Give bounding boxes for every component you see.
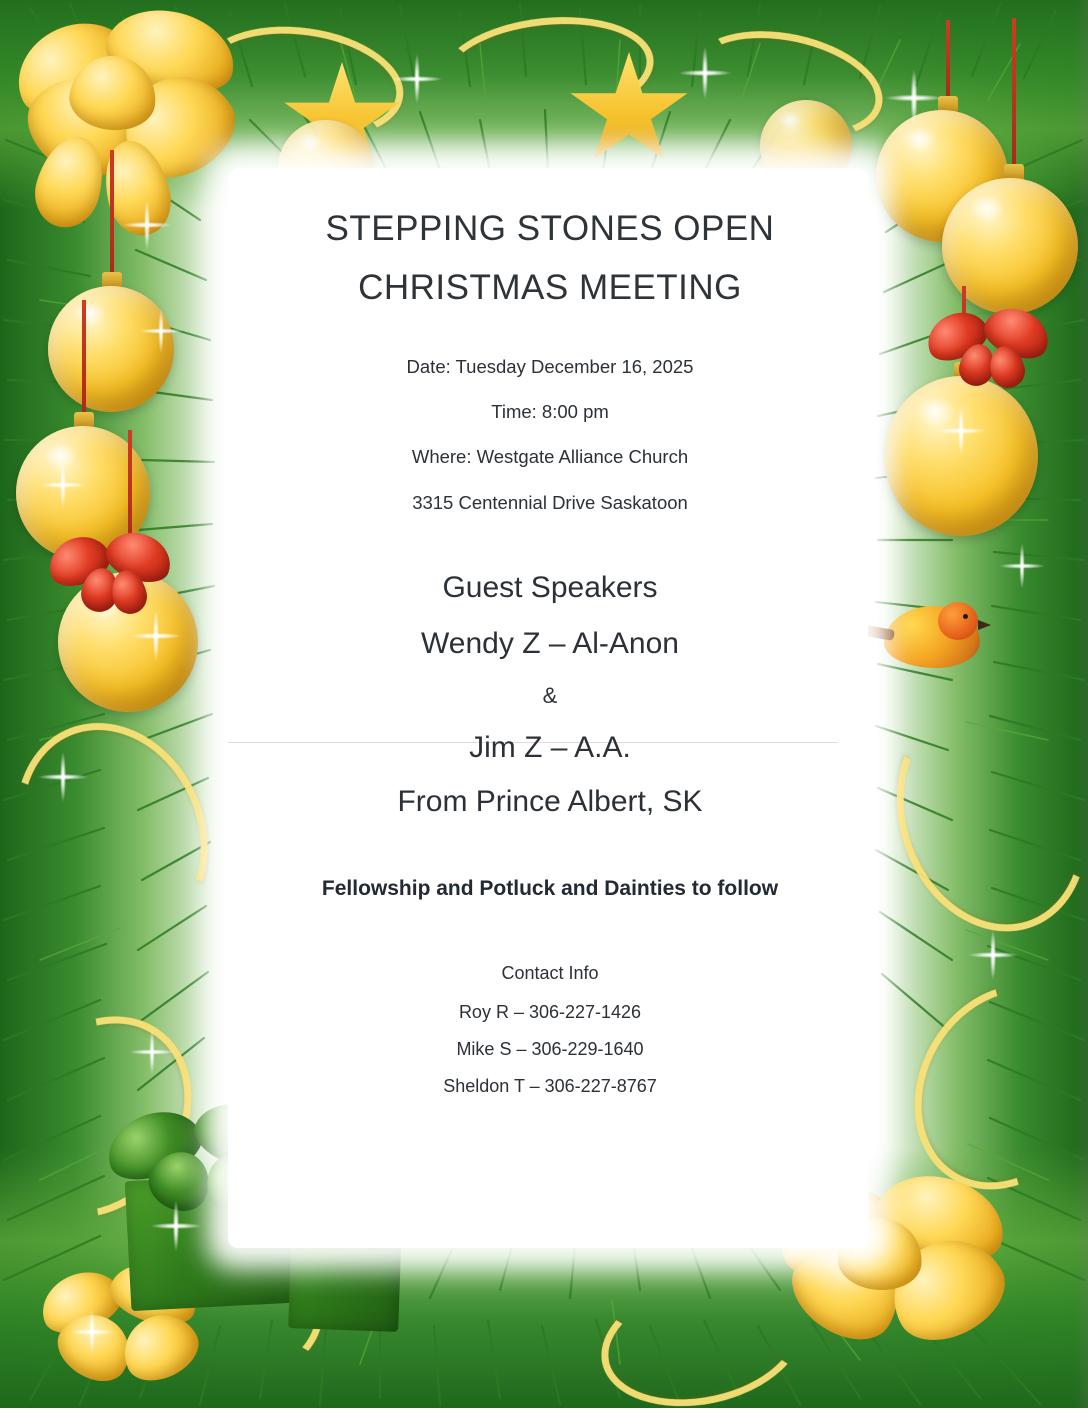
sparkle-icon bbox=[926, 396, 996, 466]
event-time: Time: 8:00 pm bbox=[491, 400, 609, 422]
contact-entry-mike: Mike S – 306-229-1640 bbox=[456, 1038, 644, 1059]
event-address: 3315 Centennial Drive Saskatoon bbox=[412, 491, 688, 513]
sparkle-icon bbox=[140, 1190, 212, 1262]
scan-edge-shadow bbox=[1074, 0, 1088, 1408]
gold-bow bbox=[10, 8, 260, 218]
guest-speakers-heading: Guest Speakers bbox=[442, 570, 658, 604]
robin-bird bbox=[884, 606, 980, 668]
sparkle-icon bbox=[30, 452, 96, 518]
fellowship-note: Fellowship and Potluck and Dainties to follow bbox=[321, 876, 779, 900]
sparkle-icon bbox=[990, 534, 1054, 598]
title-line-1: STEPPING STONES OPEN bbox=[325, 209, 775, 248]
event-date: Date: Tuesday December 16, 2025 bbox=[406, 355, 694, 377]
flyer-content bbox=[250, 200, 850, 1104]
title-line-2: CHRISTMAS MEETING bbox=[358, 267, 742, 307]
contact-entry-roy: Roy R – 306-227-1426 bbox=[458, 1001, 642, 1022]
contact-info-title: Contact Info bbox=[501, 962, 599, 983]
ornament-string bbox=[1012, 18, 1016, 168]
sparkle-icon bbox=[668, 36, 742, 110]
sparkle-icon bbox=[28, 742, 98, 812]
speaker-two: Jim Z – A.A. bbox=[469, 730, 631, 764]
sparkle-icon bbox=[120, 600, 192, 672]
event-details bbox=[250, 344, 850, 525]
sparkle-icon bbox=[60, 1300, 124, 1364]
sparkle-icon bbox=[958, 920, 1028, 990]
ornament-string bbox=[82, 300, 86, 420]
sparkle-icon bbox=[112, 190, 182, 260]
speaker-one: Wendy Z – Al-Anon bbox=[421, 626, 679, 660]
event-venue: Where: Westgate Alliance Church bbox=[411, 446, 689, 468]
contact-entry-sheldon: Sheldon T – 306-227-8767 bbox=[443, 1075, 657, 1096]
page-title bbox=[250, 200, 850, 318]
contact-info bbox=[250, 955, 850, 1105]
sparkle-icon bbox=[382, 44, 452, 114]
sparkle-icon bbox=[120, 1020, 184, 1084]
sparkle-icon bbox=[130, 300, 192, 362]
red-bow bbox=[926, 302, 1066, 388]
sparkle-icon bbox=[874, 58, 954, 138]
speakers-origin: From Prince Albert, SK bbox=[397, 784, 703, 818]
speaker-conjunction: & bbox=[542, 682, 558, 708]
